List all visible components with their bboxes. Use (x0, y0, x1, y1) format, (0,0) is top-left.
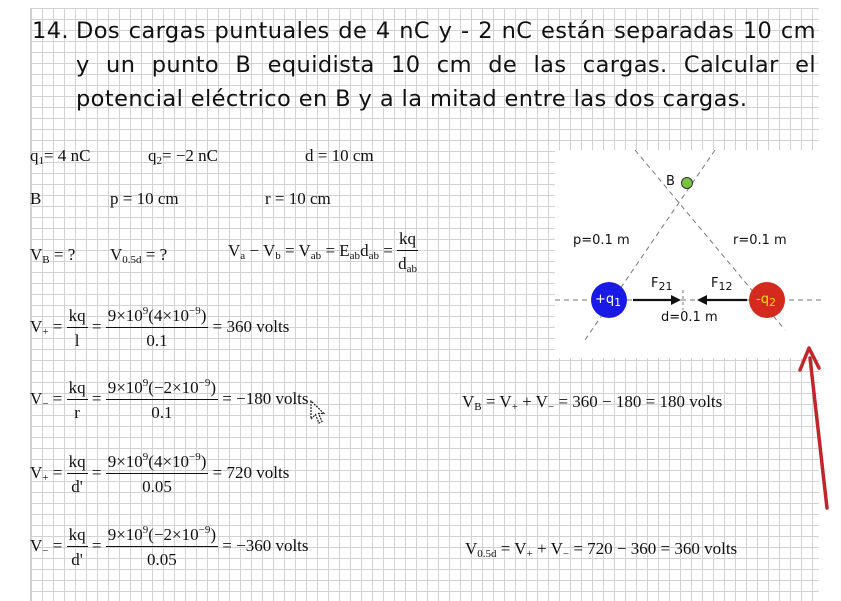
charges-diagram (555, 150, 821, 358)
diagram-drawing (555, 150, 821, 358)
given-q1: $q_1= 4$ nC (30, 146, 91, 167)
given-p: p = 10 cm (110, 189, 179, 208)
unknown-vb: $V_B$ = ? (30, 245, 76, 266)
q2-label: $-q_2$ (756, 292, 776, 309)
calc-row-vplus-b: $V_+$ = $\frac{kq}{l}$ = $\frac{9\times 10^9(4\times 10^{-9})}{0.1}$ = 360 volts (30, 305, 290, 350)
unknown-v05: $V_{0.5d}$ = ? (110, 245, 168, 266)
potential-difference-formula: $V_a - V_b = V_{ab} = E_{ab}d_{ab}$ = $\frac{kq}{d_{ab}}$ (228, 229, 417, 275)
problem-text: Dos cargas puntuales de 4 nC y - 2 nC están separadas 10 cm y un punto B equidista 10 cm de las cargas. Calcular el potencial eléctrico en B y a la mitad entre las dos cargas. (76, 18, 816, 112)
r-distance-label: r=0.1 m (733, 233, 787, 248)
red-arrow-annotation (790, 340, 835, 520)
d-distance-label: d=0.1 m (661, 310, 718, 325)
calc-row-vminus-mid: $V_-$ = $\frac{kq}{d'}$ = $\frac{9\times 10^9(-2\times 10^{-9})}{0.05}$ = −360 volts (30, 524, 309, 569)
q1-label: $+q_1$ (595, 292, 622, 309)
cursor-icon (310, 400, 328, 431)
p-distance-label: p=0.1 m (573, 233, 630, 248)
result-v05d: $V_{0.5d} = V_+ + V_- = 720 - 360 = 360$ volts (465, 539, 738, 560)
calc-row-vplus-mid: $V_+$ = $\frac{kq}{d'}$ = $\frac{9\times 10^9(4\times 10^{-9})}{0.05}$ = 720 volts (30, 451, 290, 496)
given-b: B (30, 189, 42, 208)
point-b-label: B (666, 174, 675, 189)
result-vb: $V_B = V_+ + V_- = 360 - 180 = 180$ volts (462, 392, 723, 413)
f12-label: $F_{12}$ (711, 276, 733, 293)
problem-number: 14. (32, 18, 69, 44)
f21-label: $F_{21}$ (651, 276, 673, 293)
calc-row-vminus-b: $V_-$ = $\frac{kq}{r}$ = $\frac{9\times 10^9(-2\times 10^{-9})}{0.1}$ = −180 volts (30, 377, 309, 422)
given-r: r = 10 cm (265, 189, 331, 208)
given-d: d = 10 cm (305, 146, 374, 165)
point-b-marker (682, 178, 693, 189)
given-q2: $q_2= -2$ nC (148, 146, 219, 167)
kq-over-dab-fraction: $\frac{kq}{d_{ab}}$ (398, 229, 417, 275)
